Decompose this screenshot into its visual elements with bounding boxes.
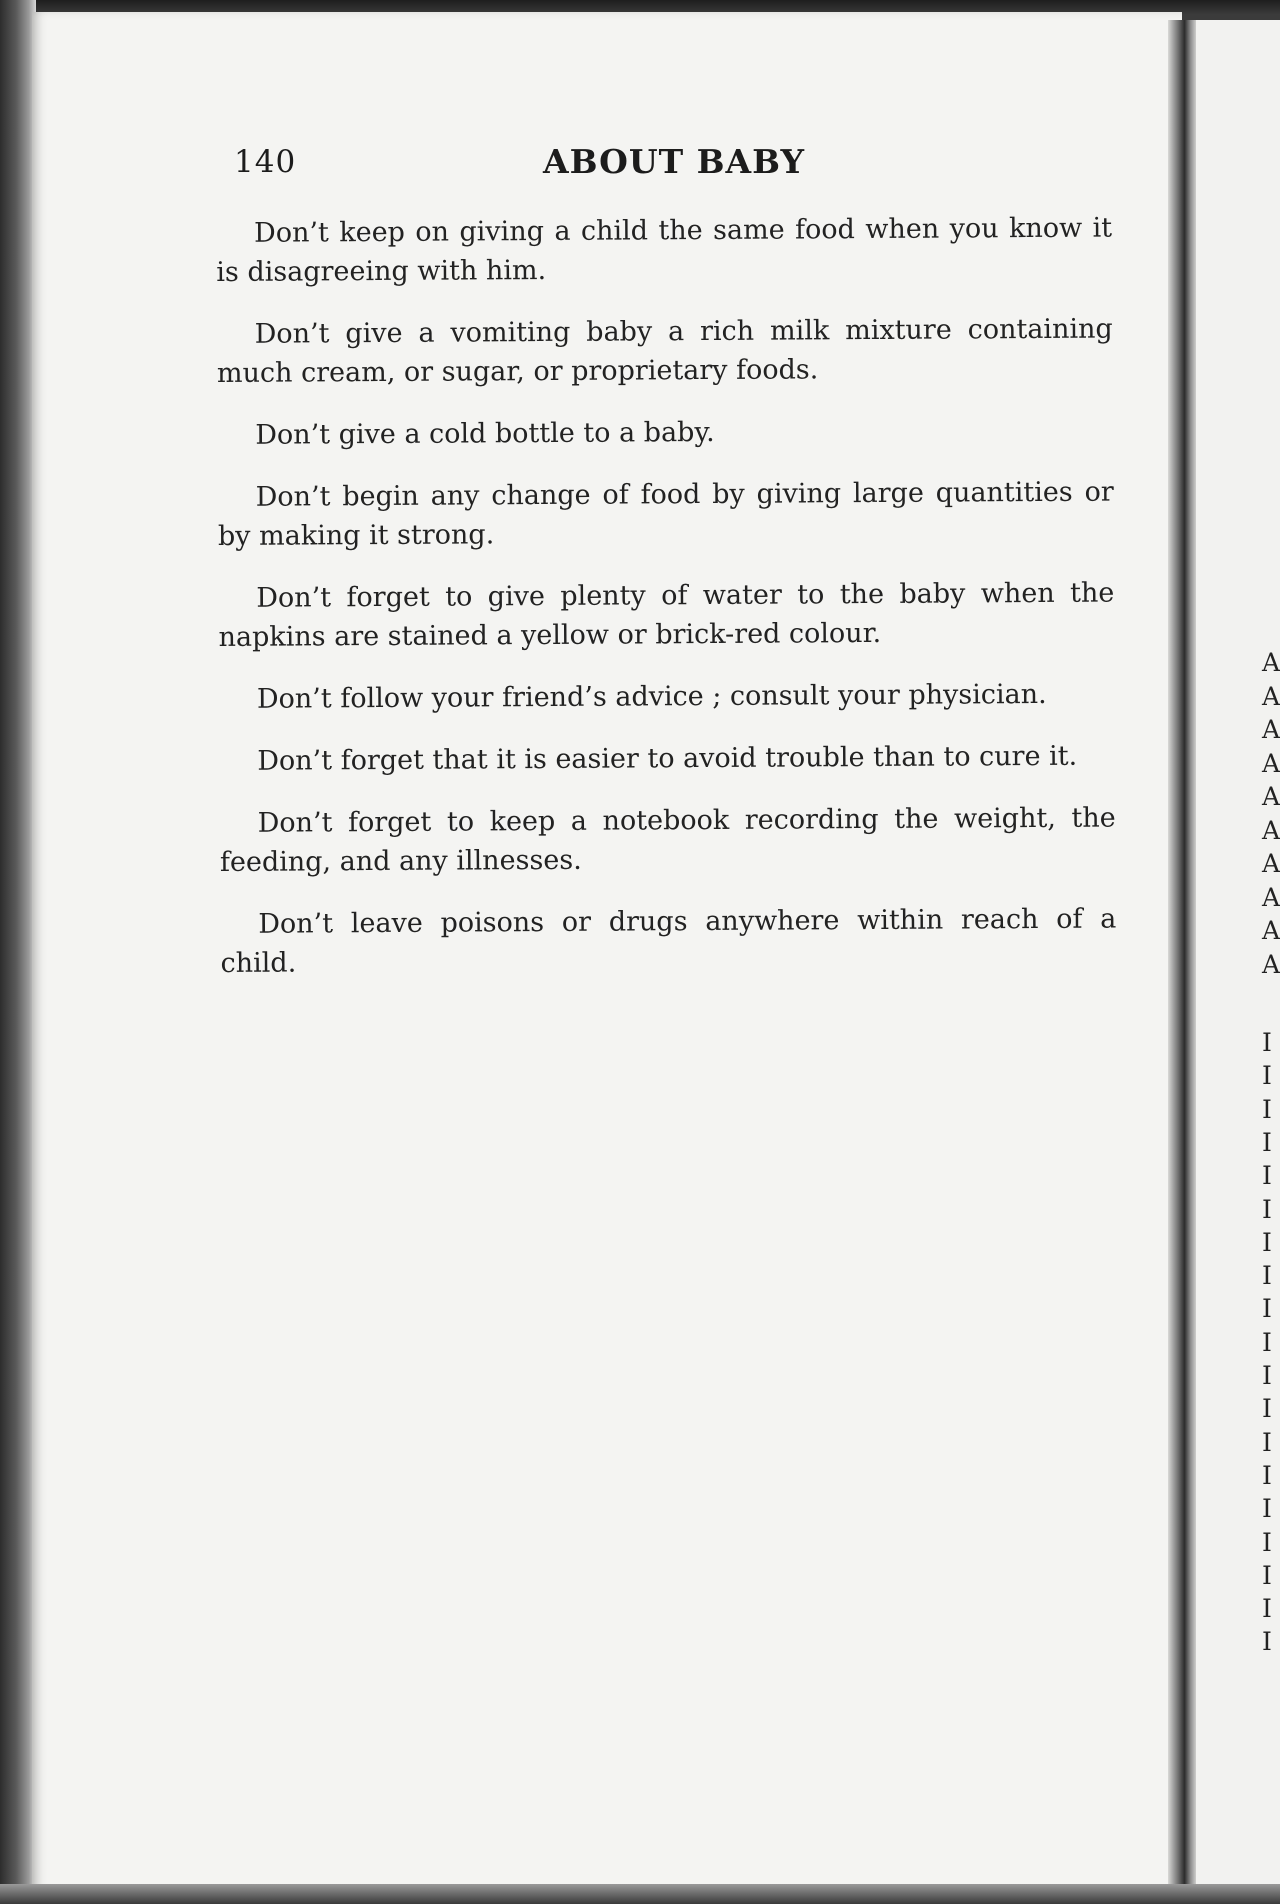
facing-page-letter: A xyxy=(1262,715,1280,744)
facing-page-letter: I xyxy=(1262,1127,1272,1157)
running-title: ABOUT BABY xyxy=(542,142,806,181)
facing-page-letter: I xyxy=(1262,1094,1272,1124)
facing-page-letter: I xyxy=(1262,1061,1272,1091)
paragraph: Don’t keep on giving a child the same food when you know it is disagreeing with him. xyxy=(216,212,1113,288)
paragraph: Don’t begin any change of food by giving large quantities or by making it strong. xyxy=(217,476,1114,552)
facing-page-letter: A xyxy=(1262,849,1280,878)
facing-page-letter: I xyxy=(1262,1294,1272,1324)
facing-page-letter: I xyxy=(1262,1594,1272,1624)
book-spine-edge xyxy=(0,0,36,1904)
facing-page-letter: I xyxy=(1262,1560,1272,1590)
facing-page-letter: A xyxy=(1262,782,1280,811)
facing-page-letter: I xyxy=(1262,1494,1272,1524)
facing-page-letter: I xyxy=(1262,1227,1272,1257)
page-number: 140 xyxy=(234,144,297,180)
paragraph: Don’t give a vomiting baby a rich milk mixture containing much cream, or sugar, or proprietary foods. xyxy=(216,313,1113,389)
paragraph: Don’t leave poisons or drugs anywhere within reach of a child. xyxy=(220,903,1117,979)
facing-page-letter: A xyxy=(1262,882,1280,912)
facing-page-letter: A xyxy=(1262,916,1280,945)
book-gutter xyxy=(1168,20,1198,1904)
facing-page-letter: I xyxy=(1262,1161,1272,1191)
facing-page-letter: I xyxy=(1262,1194,1272,1224)
facing-page-letter: I xyxy=(1262,1327,1272,1357)
page-body xyxy=(216,209,1117,1006)
facing-page-letter: I xyxy=(1262,1394,1272,1424)
facing-page-letter: A xyxy=(1262,748,1280,778)
paragraph: Don’t give a cold bottle to a baby. xyxy=(255,416,715,451)
facing-page-letter: A xyxy=(1262,681,1280,711)
bottom-edge xyxy=(0,1884,1280,1904)
paragraph: Don’t follow your friend’s advice ; consult your physician. xyxy=(256,678,1047,715)
facing-page-letter: A xyxy=(1262,949,1280,979)
paragraph: Don’t forget to keep a notebook recording the weight, the feeding, and any illnesses. xyxy=(219,802,1116,878)
facing-page-letter: I xyxy=(1262,1427,1272,1457)
facing-page-letter: I xyxy=(1262,1460,1272,1490)
paragraph: Don’t forget to give plenty of water to the baby when the napkins are stained a yellow or brick-red colour. xyxy=(218,577,1115,653)
facing-page-letter: I xyxy=(1262,1627,1272,1657)
facing-page-letter: I xyxy=(1262,1527,1272,1557)
page-header xyxy=(234,136,1114,196)
paragraph: Don’t forget that it is easier to avoid trouble than to cure it. xyxy=(257,740,1078,777)
facing-page-letter: I xyxy=(1262,1261,1272,1291)
facing-page-letter: I xyxy=(1262,1361,1272,1390)
facing-page-letter: A xyxy=(1262,815,1280,845)
facing-page-letter: I xyxy=(1262,1028,1272,1057)
facing-page-letter: A xyxy=(1262,648,1280,677)
